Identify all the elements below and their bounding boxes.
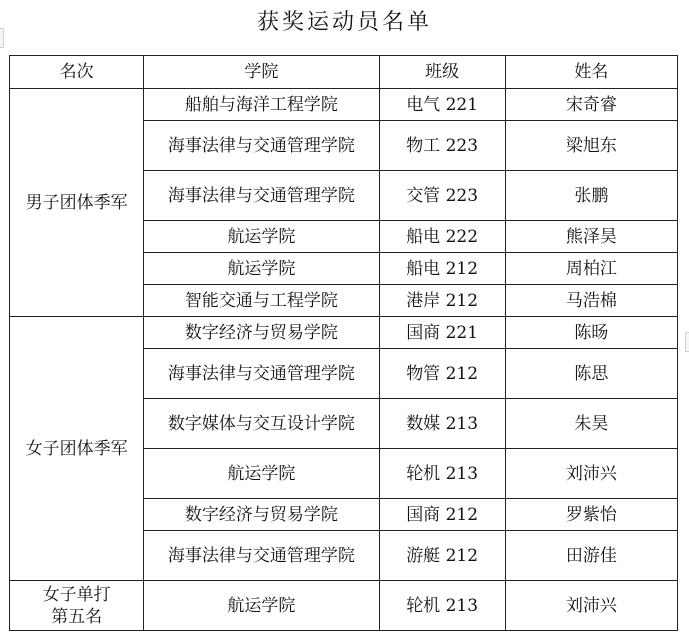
- class-cell: 船电 222: [379, 221, 505, 253]
- athlete-name-cell: 陈思: [505, 349, 677, 399]
- athlete-name-cell: 朱昊: [505, 399, 677, 449]
- header-row: [10, 56, 678, 89]
- college-cell: 海事法律与交通管理学院: [144, 531, 379, 581]
- award-table-body: [10, 89, 678, 631]
- rank-line: 女子单打: [42, 584, 111, 605]
- class-cell: 游艇 212: [379, 531, 505, 581]
- rank-cell: [10, 89, 144, 317]
- class-cell: 物管 212: [379, 349, 505, 399]
- athlete-name-cell: 周柏江: [505, 253, 677, 285]
- college-cell: 航运学院: [144, 581, 379, 631]
- class-cell: 数媒 213: [379, 399, 505, 449]
- class-cell: 交管 223: [379, 171, 505, 221]
- college-cell: 航运学院: [144, 221, 379, 253]
- college-cell: 海事法律与交通管理学院: [144, 171, 379, 221]
- college-cell: 数字经济与贸易学院: [144, 499, 379, 531]
- class-cell: 轮机 213: [379, 449, 505, 499]
- college-cell: 数字经济与贸易学院: [144, 317, 379, 349]
- class-cell: 物工 223: [379, 121, 505, 171]
- college-cell: 船舶与海洋工程学院: [144, 89, 379, 121]
- athlete-name-cell: 刘沛兴: [505, 581, 677, 631]
- college-cell: 海事法律与交通管理学院: [144, 121, 379, 171]
- athlete-name-cell: 张鹏: [505, 171, 677, 221]
- header-rank: 名次: [10, 56, 144, 89]
- rank-cell: [10, 317, 144, 581]
- college-cell: 航运学院: [144, 253, 379, 285]
- table-row: [10, 317, 678, 349]
- athlete-name-cell: 宋奇睿: [505, 89, 677, 121]
- class-cell: 轮机 213: [379, 581, 505, 631]
- athlete-name-cell: 梁旭东: [505, 121, 677, 171]
- header-class: 班级: [379, 56, 505, 89]
- class-cell: 船电 212: [379, 253, 505, 285]
- rank-cell: [10, 581, 144, 631]
- athlete-name-cell: 刘沛兴: [505, 449, 677, 499]
- athlete-name-cell: 罗紫怡: [505, 499, 677, 531]
- class-cell: 国商 212: [379, 499, 505, 531]
- college-cell: 航运学院: [144, 449, 379, 499]
- athlete-name-cell: 马浩棉: [505, 285, 677, 317]
- college-cell: 海事法律与交通管理学院: [144, 349, 379, 399]
- right-edge-handle: [685, 332, 689, 352]
- award-table: [9, 55, 678, 631]
- athlete-name-cell: 陈旸: [505, 317, 677, 349]
- rank-line: 第五名: [51, 606, 103, 627]
- document-title: 获奖运动员名单: [256, 10, 432, 35]
- class-cell: 港岸 212: [379, 285, 505, 317]
- college-cell: 数字媒体与交互设计学院: [144, 399, 379, 449]
- rank-line: 女子团体季军: [25, 438, 128, 459]
- class-cell: 电气 221: [379, 89, 505, 121]
- class-cell: 国商 221: [379, 317, 505, 349]
- header-college: 学院: [144, 56, 379, 89]
- rank-line: 男子团体季军: [25, 192, 128, 213]
- college-cell: 智能交通与工程学院: [144, 285, 379, 317]
- header-name: 姓名: [505, 56, 677, 89]
- table-row: [10, 89, 678, 121]
- table-row: [10, 581, 678, 631]
- athlete-name-cell: 田游佳: [505, 531, 677, 581]
- athlete-name-cell: 熊泽昊: [505, 221, 677, 253]
